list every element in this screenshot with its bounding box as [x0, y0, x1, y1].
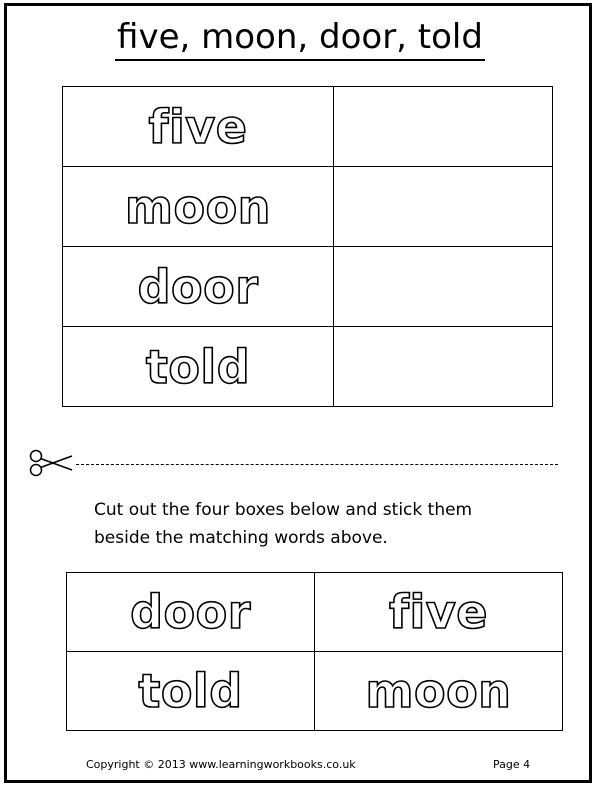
cutout-box[interactable]: [67, 652, 315, 731]
dashed-cut-line: [76, 464, 558, 465]
outline-word: told: [138, 664, 243, 718]
scissors-icon: [28, 448, 74, 478]
word-cell: [63, 247, 334, 327]
page-title: [0, 10, 600, 64]
outline-word: moon: [365, 664, 512, 718]
matching-table: [62, 86, 553, 407]
blank-cell[interactable]: [334, 87, 553, 167]
word-cell: [63, 87, 334, 167]
copyright-text: Copyright © 2013 www.learningworkbooks.co.uk: [86, 758, 356, 771]
cutout-table: [66, 572, 563, 731]
blank-cell[interactable]: [334, 247, 553, 327]
table-row: [63, 87, 553, 167]
cutout-box[interactable]: [315, 573, 563, 652]
table-row: [63, 327, 553, 407]
page-title-text: five, moon, door, told: [115, 15, 485, 61]
table-row: [67, 573, 563, 652]
outline-word: five: [389, 585, 488, 639]
word-cell: [63, 327, 334, 407]
instruction-line: Cut out the four boxes below and stick them: [94, 500, 473, 520]
instruction-line: beside the matching words above.: [94, 528, 388, 548]
outline-word: moon: [125, 179, 271, 234]
blank-cell[interactable]: [334, 167, 553, 247]
cut-line: [28, 448, 568, 478]
word-cell: [63, 167, 334, 247]
cutout-box[interactable]: [315, 652, 563, 731]
outline-word: door: [130, 585, 251, 639]
table-row: [63, 167, 553, 247]
cutout-box[interactable]: [67, 573, 315, 652]
outline-word: told: [145, 339, 251, 394]
outline-word: five: [148, 99, 248, 154]
table-row: [67, 652, 563, 731]
outline-word: door: [137, 259, 259, 314]
instruction-text: [94, 496, 554, 552]
page-number: Page 4: [493, 758, 531, 771]
table-row: [63, 247, 553, 327]
blank-cell[interactable]: [334, 327, 553, 407]
